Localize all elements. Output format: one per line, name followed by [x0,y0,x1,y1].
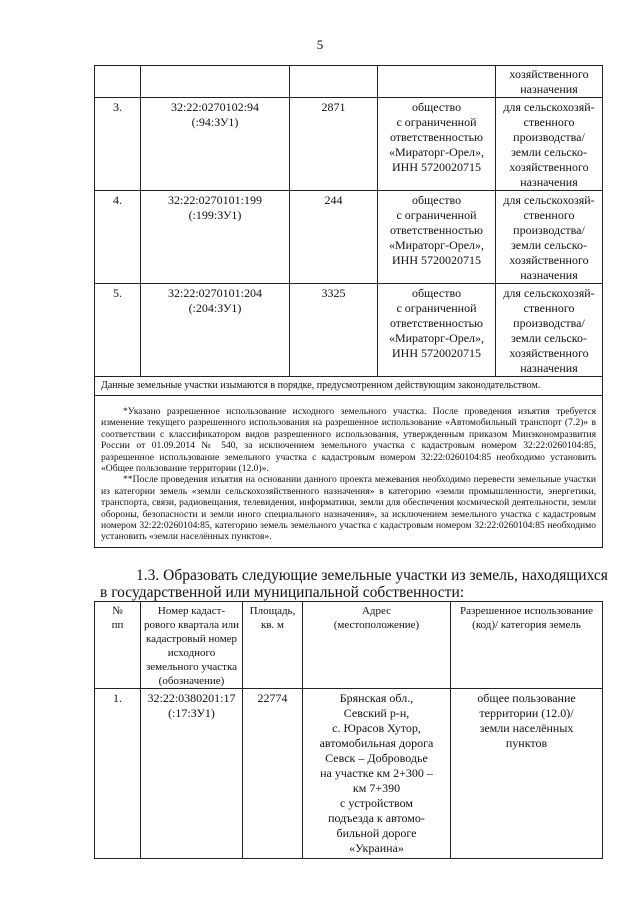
cell-line: ственного [523,208,575,222]
cell-line: ответственностью [389,316,484,330]
cell-line: Площадь, [249,605,296,617]
cell-line: (:94:ЗУ1) [191,115,239,129]
cell-line: (обозначение) [158,675,225,687]
cell-line: 32:22:0270101:204 [167,286,262,300]
row-number: 3. [95,98,141,191]
cell-line: общество [411,100,462,114]
cell-line: для сельскохозяй- [503,193,595,207]
cell-line: (:204:ЗУ1) [188,301,242,315]
cell-line: территории (12.0)/ [479,706,574,720]
cell-line: (местоположение) [333,619,420,631]
area-cell: 2871 [290,98,378,191]
cell-line: с ограниченной [396,115,477,129]
column-header-number [95,602,141,689]
cell-line: Адрес [361,605,392,617]
new-plots-table [94,601,603,859]
area-cell: 3325 [290,284,378,377]
cadastral-cell [141,284,290,377]
cell-line: земельного участка [145,661,238,673]
cell-line: для сельскохозяй- [503,100,595,114]
purpose-cell [496,191,603,284]
cell-line: с устройством [340,796,413,810]
cadastral-cell [141,191,290,284]
column-header-cadastral [141,602,243,689]
table-row [95,98,603,191]
cell-line: «Мираторг-Орел», [388,145,485,159]
cell-line: с ограниченной [396,208,477,222]
purpose-cell [496,98,603,191]
table-header-row [95,602,603,689]
column-header-purpose [451,602,603,689]
table-note: Данные земельные участки изымаются в порядке, предусмотренном действующим законодательством. [95,377,603,396]
cell-line: ИНН 5720020715 [392,253,481,267]
cell-line: «Мираторг-Орел», [388,331,485,345]
cell-line: хозяйственного [509,67,589,81]
table-row [95,377,603,396]
cell-line: земли сельско- [511,238,587,252]
cell-line: производства/ [513,223,585,237]
cell-line: общество [411,286,462,300]
cell-line: производства/ [513,130,585,144]
column-header-area [243,602,303,689]
table-row [95,191,603,284]
cell-line: 32:22:0270101:199 [167,193,262,207]
cell-line: с ограниченной [396,301,477,315]
owner-cell [378,191,496,284]
footnotes-cell [95,396,603,548]
cell-line: бильной дороге [336,826,417,840]
cell-line: с. Юрасов Хутор, [332,721,421,735]
cell-line: ИНН 5720020715 [392,160,481,174]
cell-line: (:199:ЗУ1) [188,208,242,222]
footnote-1: *Указано разрешенное использование исходного земельного участка. После проведения изъятия требуется изменение текущего разрешенного использования на разрешенное использование «Автомобильный транспорт (7.2)» в соответствии с классификатором видов разрешенного использования, утвержденным приказом Минэкономразвития России от 01.09.2014 № 540, за исключением земельного участка с кадастровым номером 32:22:0260104:85, разрешенное использование земельного участка с кадастровым номером 32:22:0260104:85 необходимо установить «Общее пользование территории (12.0)». [101,406,596,475]
table-row [95,396,603,548]
page-number: 5 [316,37,324,52]
cell-line: назначения [520,82,578,96]
cadastral-cell [141,689,243,859]
cell-line: км 7+390 [352,781,401,795]
cell-line: (код)/ категория земель [472,619,581,631]
cell-line: пунктов [505,736,548,750]
row-number: 1. [95,689,141,859]
land-plots-table [94,65,603,548]
cell-line: назначения [520,268,578,282]
cell-line: «Мираторг-Орел», [388,238,485,252]
cell-line: хозяйственного [509,253,589,267]
cell-line: на участке км 2+300 – [320,766,433,780]
cell-line: ответственностью [389,130,484,144]
cell-line: хозяйственного [509,346,589,360]
cell-line: № [112,605,123,617]
cell-line: земли населённых [479,721,574,735]
cell-line: земли сельско- [511,331,587,345]
cell-line: общее пользование [477,691,576,705]
cell-line: «Украина» [349,841,404,855]
cell-line: кв. м [261,619,284,631]
column-header-address [303,602,451,689]
cell-line: (:17:ЗУ1) [168,706,215,720]
cell-line: для сельскохозяй- [503,286,595,300]
cell-line: земли сельско- [511,145,587,159]
cadastral-cell [141,98,290,191]
row-number: 5. [95,284,141,377]
cell-line: пп [111,619,124,631]
cell-line: назначения [520,361,578,375]
cell-line: хозяйственного [509,160,589,174]
cell-line: 32:22:0380201:17 [147,691,236,705]
area-cell: 22774 [243,689,303,859]
purpose-cell [451,689,603,859]
footnote-2: **После проведения изъятия на основании данного проекта межевания необходимо перевести земельные участки из категории земель «земли сельскохозяйственного назначения» в категорию «земли промышленности, энергетики, транспорта, связи, радиовещания, телевидения, информатики, земли для обеспечения космической деятельности, земли обороны, безопасности и земли иного специального назначения», за исключением земельного участка с кадастровым номером 32:22:0260104:85, категорию земель земельного участка с кадастровым номером 32:22:0260104:85 необходимо установить «земли населённых пунктов». [101,474,596,543]
section-heading [100,567,612,601]
cell-line: Разрешенное использование [459,605,593,617]
cell-line: Номер кадаст- [157,605,226,617]
cell-line: 32:22:0270102:94 [170,100,259,114]
area-cell: 244 [290,191,378,284]
cell-line: ответственностью [389,223,484,237]
purpose-cell [496,284,603,377]
cell-line: автомобильная дорога [319,736,434,750]
cell-line: кадастровый номер [145,633,238,645]
cell-line: ственного [523,301,575,315]
table-row [95,689,603,859]
cell-line: ственного [523,115,575,129]
cell-line: ИНН 5720020715 [392,346,481,360]
cell-line: Севск – Доброводье [325,751,428,765]
cell-line: подъезда к автомо- [328,811,425,825]
cell-line: Брянская обл., [339,691,414,705]
cell-line: производства/ [513,316,585,330]
owner-cell [378,284,496,377]
cell-line: Севский р-н, [343,706,410,720]
cell-line: исходного [167,647,216,659]
row-number: 4. [95,191,141,284]
cell-line: назначения [520,175,578,189]
table-row [95,284,603,377]
address-cell [303,689,451,859]
section-heading-line: в государственной или муниципальной собственности: [100,584,465,601]
owner-cell [378,98,496,191]
section-heading-line: 1.3. Образовать следующие земельные участки из земель, находящихся [136,567,608,584]
cell-line: рового квартала или [143,619,240,631]
cell-line: общество [411,193,462,207]
table-row [95,66,603,98]
purpose-cell [496,66,603,98]
